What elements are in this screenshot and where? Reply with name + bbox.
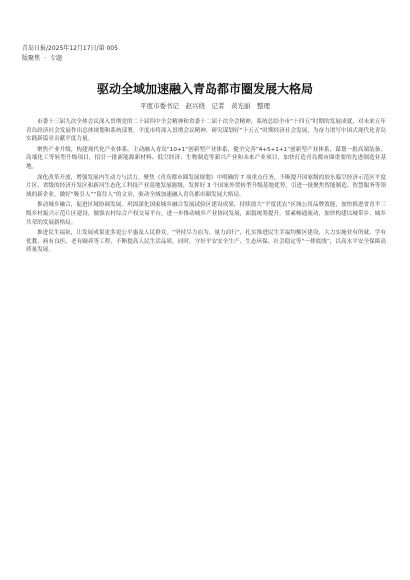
article-paragraph: 深化改革开放，增强发展内生动力与活力。聚焦《青岛都市圈发展规划》中明确的 7 项重点任务，不断提升国家级的胶东临空经济示范区平度片区、省级的经济开发区和新河生态化工科技产业基地发展能级，发挥好 3 个国家外贸转型升级基地优势，引进一批聚焦智能制造、智慧服务等领域的新企业，做好“吸引人”“留住人”的文章，驱动全域加速融入青岛都市圈发展大格局。 bbox=[26, 174, 386, 198]
article-paragraph: 推进民生福祉，让发展成果更多更公平惠及人民群众。“坚持尽力而为、量力而行”，扎实推进民生幸福均衡区建设，大力实施业有所就、学有优教、病有良医、老有颐养等工程，不断提高人民生活品质。同时，守好平安安全生产、生态环保、社会稳定等“一排底线”，以高水平安全保障高质量发展。 bbox=[26, 230, 386, 254]
article-byline: 平度市委书记 赵兴绕 记者 黄光丽 整理 bbox=[140, 102, 270, 110]
masthead: 青岛日报/2025年12月17日/第 005 版聚焦 · 专题 bbox=[22, 45, 118, 62]
section-label: 版聚焦 bbox=[22, 55, 41, 62]
column-label: 专题 bbox=[49, 55, 62, 62]
article-title: 驱动全域加速融入青岛都市圈发展大格局 bbox=[96, 82, 313, 96]
article-paragraph: 市委十三届九次全体会议深入贯彻党的二十届四中全会精神和省委十二届十次全会精神，系统总结全市“十四五”时期的发展成就，对未来五年青岛经济社会发展作出总体规划和系统部署。平度市将深入贯彻会议精神，研究谋划好“十五五”时期经济社会发展，为奋力谱写中国式现代化青岛实践新篇章贡献平度力量。 bbox=[26, 119, 386, 143]
article-paragraph: 推动城乡融合，促进区域协调发展。巩固深化国家城乡融合发展试验区建设成果，持续放大“平度优农”区域公用品牌效能，加快推进省青平三级乡村振兴示范片区建设，做强农村综合产权交易平台，进一步推动城乡产业协同发展，面貌统筹提升，要素畅通流动，加快构建以城带乡、城乡共荣的发展新格局。 bbox=[26, 202, 386, 226]
article-paragraph: 聚焦产业升级，构建现代化产业体系。主动融入青岛“10+1”创新型产业体系，健全完善“4+5+1+1”创新型产业体系，谋划一批高端装备、高端化工等转型升级项目，招引一批新能源新材料、低空经济、生物制造等新兴产业和未来产业项目，加快打造青岛都市圈重要的先进制造业基地。 bbox=[26, 146, 386, 170]
article-body bbox=[26, 118, 386, 257]
paper-date-page: 青岛日报/2025年12月17日/第 005 bbox=[22, 45, 118, 52]
